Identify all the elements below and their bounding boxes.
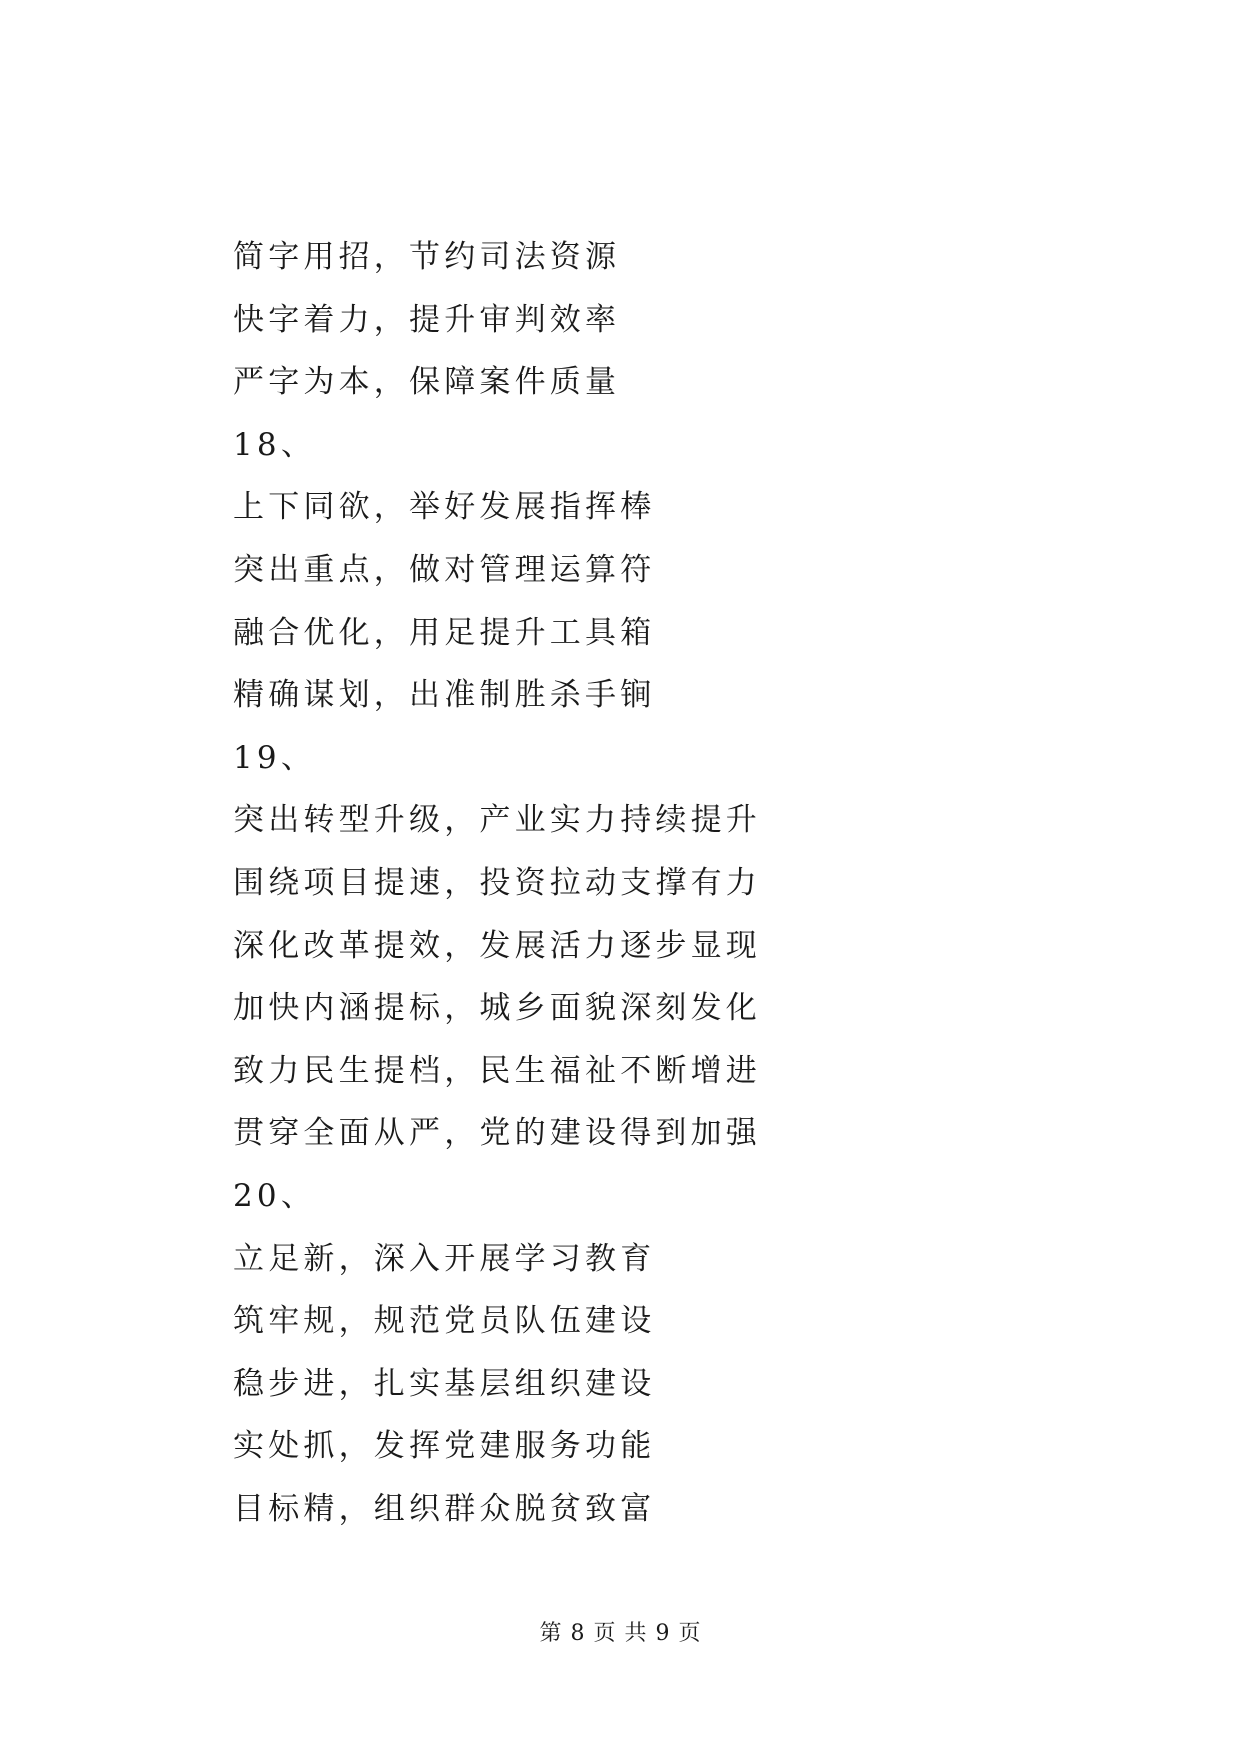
document-body: [233, 226, 1053, 1540]
text-line: 简字用招，节约司法资源: [233, 239, 621, 275]
text-line: 加快内涵提标，城乡面貌深刻发化: [233, 990, 761, 1027]
text-line: 上下同欲，举好发展指挥棒: [233, 489, 656, 526]
text-line: 筑牢规，规范党员队伍建设: [233, 1303, 656, 1340]
text-line: 快字着力，提升审判效率: [233, 301, 621, 338]
text-line: 实处抓，发挥党建服务功能: [233, 1428, 656, 1465]
section-number: 19、: [233, 739, 317, 776]
text-line: 目标精，组织群众脱贫致富: [233, 1490, 656, 1527]
text-line: 突出重点，做对管理运算符: [233, 551, 656, 588]
text-line: 致力民生提档，民生福祉不断增进: [233, 1052, 761, 1089]
text-line: 严字为本，保障案件质量: [233, 364, 621, 401]
text-line: 融合优化，用足提升工具箱: [233, 614, 656, 651]
section-number: 20、: [233, 1177, 317, 1214]
text-line: 立足新，深入开展学习教育: [233, 1240, 656, 1277]
section-number: 18、: [233, 426, 317, 463]
text-line: 精确谋划，出准制胜杀手锏: [233, 677, 656, 714]
text-line: 围绕项目提速，投资拉动支撑有力: [233, 864, 761, 901]
text-line: 深化改革提效，发展活力逐步显现: [233, 927, 761, 964]
page-footer: 第 8 页 共 9 页: [539, 1621, 702, 1646]
text-line: 稳步进，扎实基层组织建设: [233, 1365, 656, 1402]
text-line: 贯穿全面从严，党的建设得到加强: [233, 1115, 761, 1152]
text-line: 突出转型升级，产业实力持续提升: [233, 802, 761, 839]
